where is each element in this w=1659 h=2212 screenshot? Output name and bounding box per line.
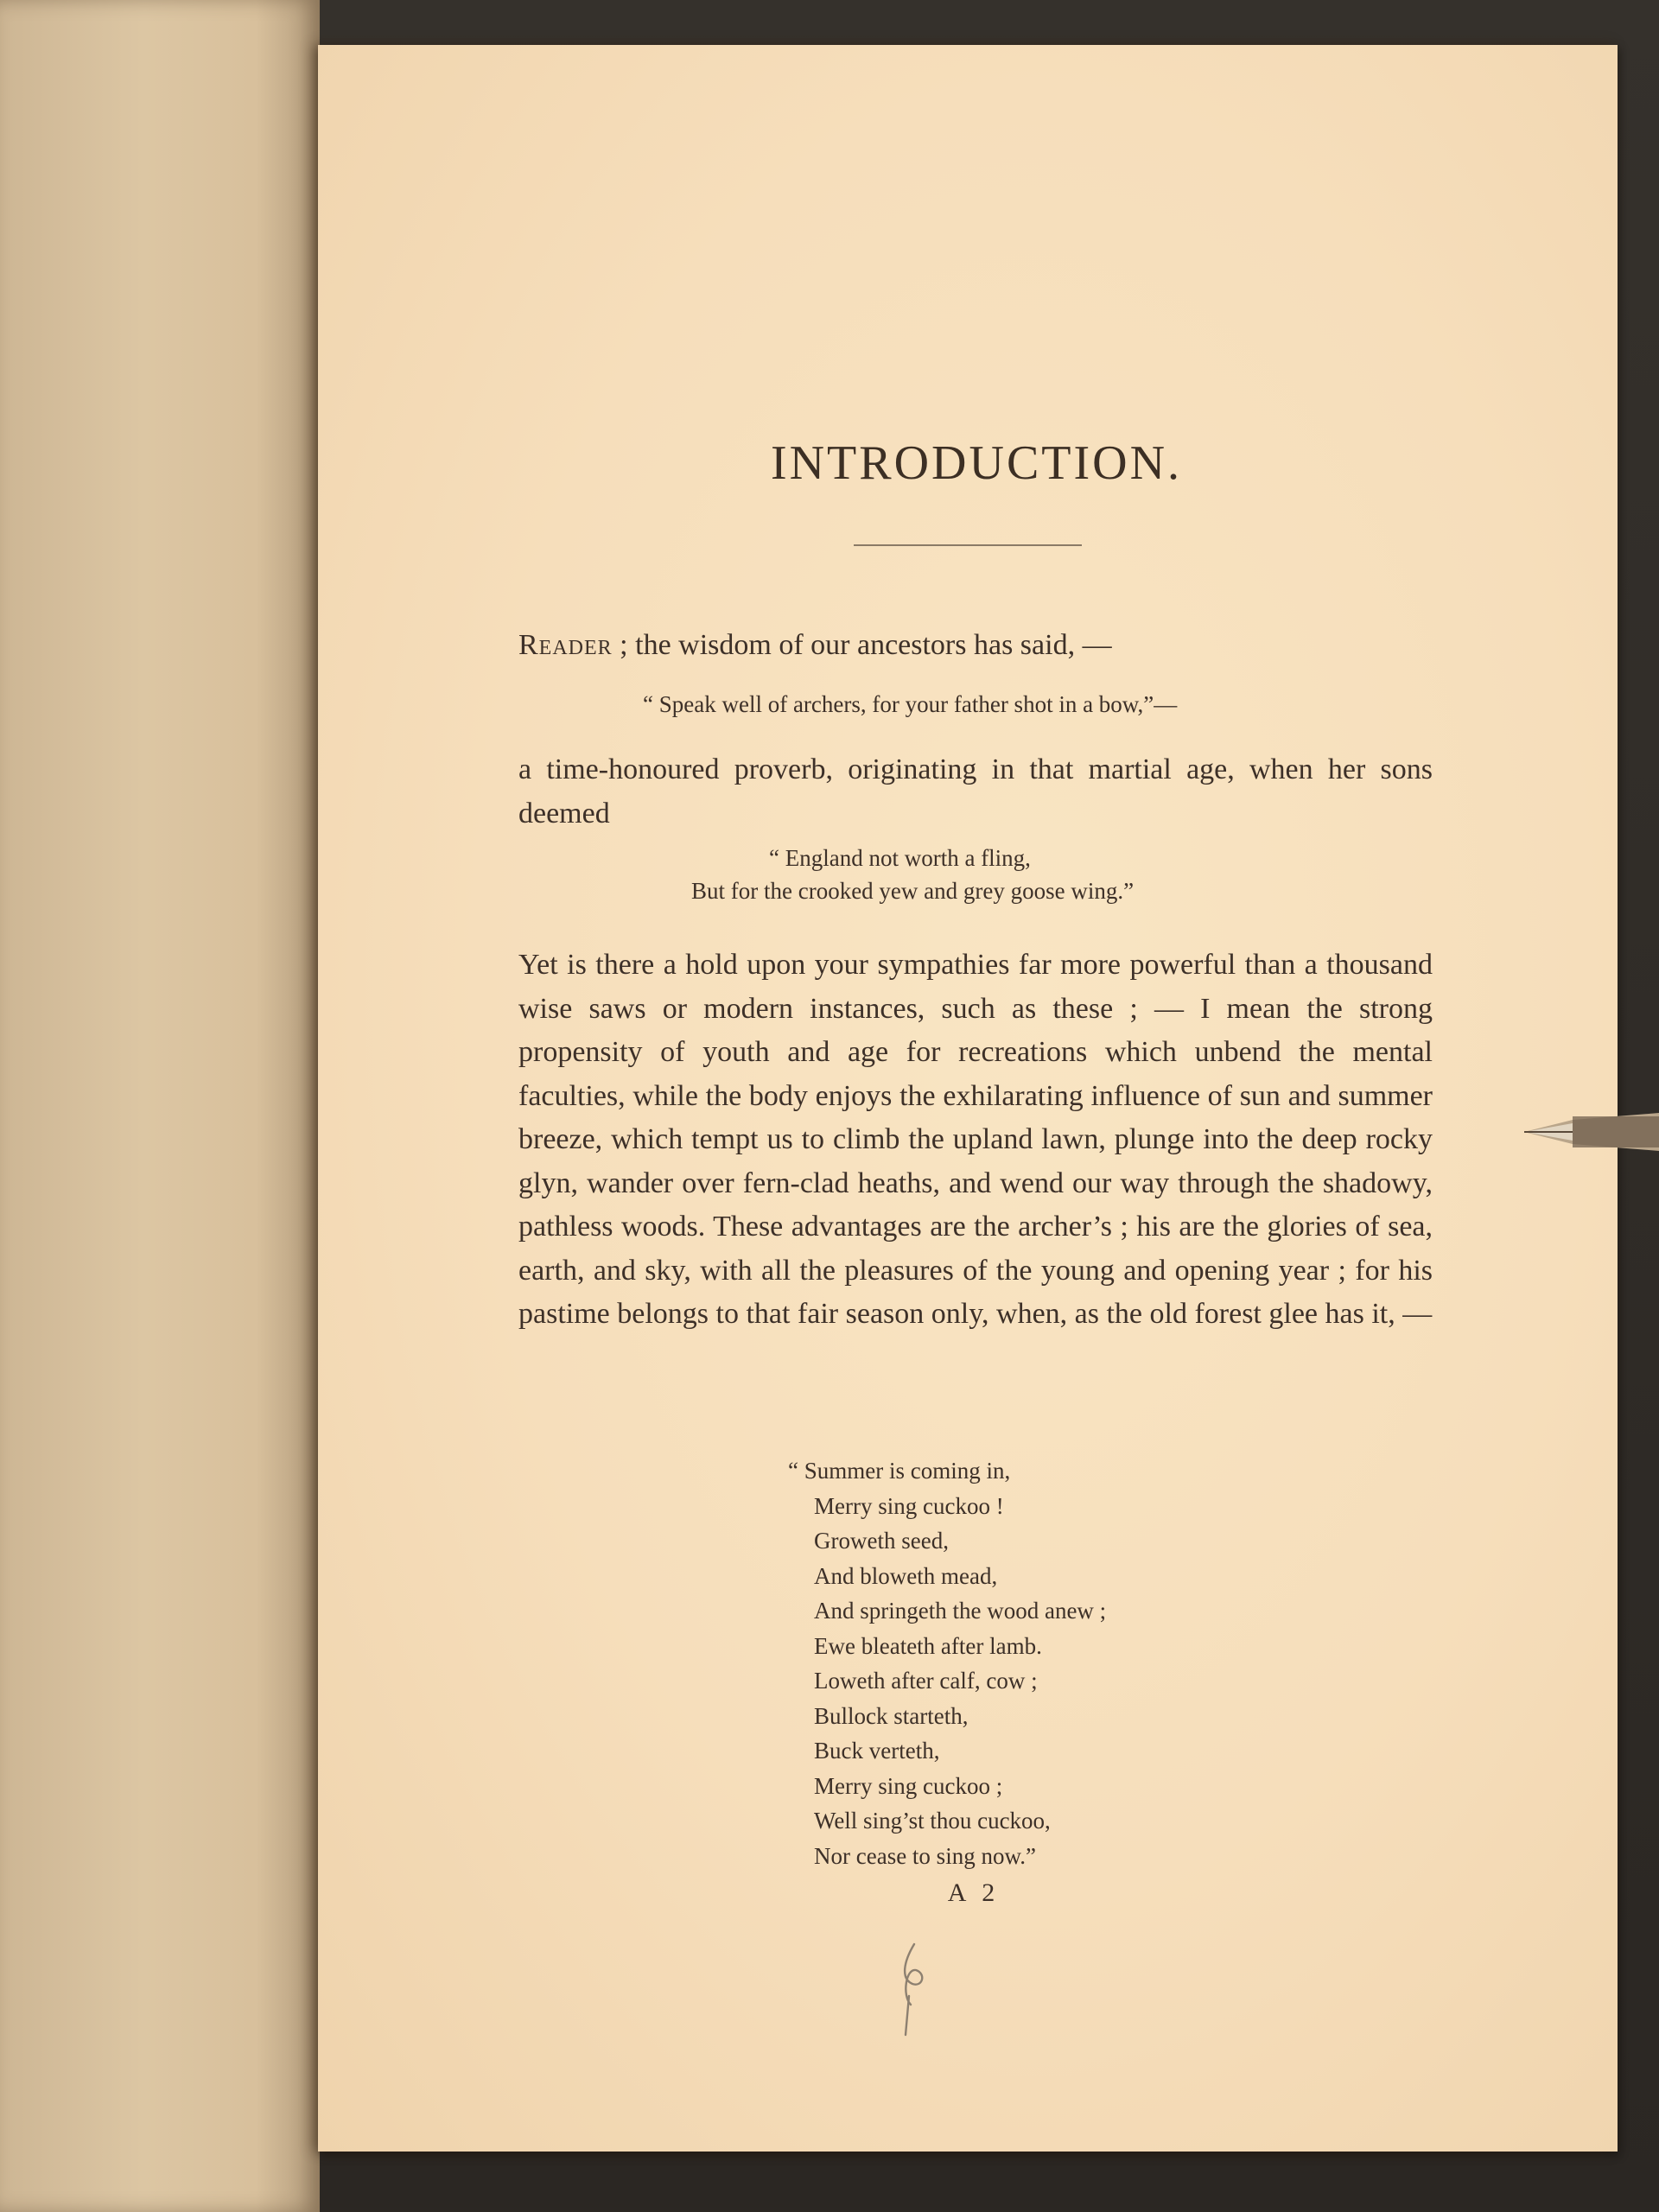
poem-line: Ewe bleateth after lamb. (814, 1632, 1042, 1659)
opening-rest: ; the wisdom of our ancestors has said, — (612, 629, 1112, 661)
poem-line: Merry sing cuckoo ! (814, 1492, 1004, 1519)
quote-line: But for the crooked yew and grey goose wing.” (691, 878, 1135, 904)
left-page (0, 0, 320, 2212)
poem-line: And springeth the wood anew ; (814, 1598, 1107, 1624)
poem-line: Loweth after calf, cow ; (814, 1668, 1038, 1694)
poem-block (788, 1453, 1107, 1873)
opening-lead-word: Reader (518, 629, 613, 661)
poem-line: Well sing’st thou cuckoo, (814, 1808, 1051, 1834)
poem-line: Bullock starteth, (814, 1702, 969, 1729)
paragraph-2 (518, 944, 1433, 1337)
page-title: INTRODUCTION. (770, 436, 1183, 490)
title-divider (854, 544, 1082, 546)
quote-line: “ Speak well of archers, for your father shot in a bow,”— (643, 691, 1178, 717)
pencil-annotation-icon (888, 1936, 940, 2039)
paragraph-text: a time-honoured proverb, originating in that martial age, when her sons deemed (518, 753, 1433, 830)
poem-line: Groweth seed, (814, 1528, 949, 1554)
quote-line: “ England not worth a fling, (769, 845, 1031, 871)
pen-tip-icon (1521, 1106, 1659, 1158)
poem-line: Buck verteth, (814, 1738, 940, 1764)
poem-line: “ Summer is coming in, (788, 1458, 1011, 1484)
opening-line (518, 624, 1433, 668)
paragraph-text: Yet is there a hold upon your sympathies far more powerful than a thousand wise saws or modern instances, such as these ; — I mean the strong propensity of youth and age for recreations which unbend the mental faculties, while the body enjoys the exhilarating influence of sun and summer breeze, which tempt us to climb the upland lawn, plunge into the deep rocky glyn, wander over fern-clad heaths, and wend our way through the shadowy, pathless woods. These advantages are the archer’s ; his are the glories of sea, earth, and sky, with all the pleasures of the young and opening year ; for his pastime belongs to that fair season only, when, as the old forest glee has it, — (518, 949, 1433, 1330)
poem-line: Nor cease to sing now.” (814, 1842, 1036, 1869)
quote-couplet (691, 842, 1382, 907)
paragraph-1 (518, 748, 1433, 836)
poem-line: Merry sing cuckoo ; (814, 1772, 1003, 1799)
right-page (318, 45, 1618, 2152)
signature-mark: A 2 (947, 1878, 1001, 1907)
quote-proverb (643, 688, 1421, 721)
poem-line: And bloweth mead, (814, 1562, 998, 1589)
